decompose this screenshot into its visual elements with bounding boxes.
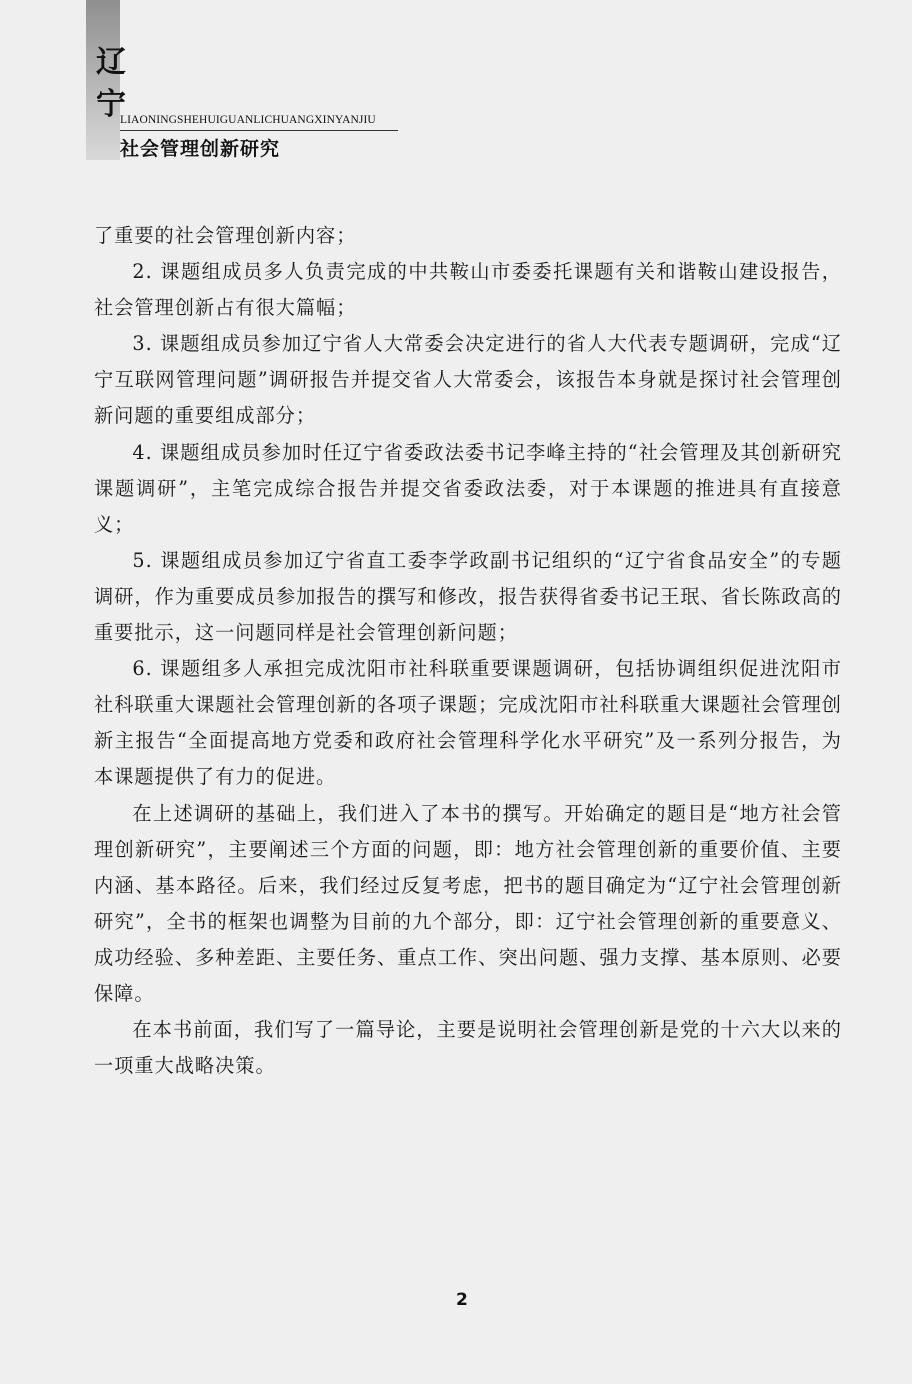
running-header	[86, 40, 416, 160]
paragraph-item-4: 4. 课题组成员参加时任辽宁省委政法委书记李峰主持的“社会管理及其创新研究课题调研”，主笔完成综合报告并提交省委政法委，对于本课题的推进具有直接意义；	[94, 440, 842, 536]
body-text	[94, 218, 842, 1084]
paragraph-introduction: 在本书前面，我们写了一篇导论，主要是说明社会管理创新是党的十六大以来的一项重大战略决策。	[94, 1018, 842, 1078]
paragraph-item-6: 6. 课题组多人承担完成沈阳市社科联重要课题调研，包括协调组织促进沈阳市社科联重大课题社会管理创新的各项子课题；完成沈阳市社科联重大课题社会管理创新主报告“全面提高地方党委和政府社会管理科学化水平研究”及一系列分报告，为本课题提供了有力的促进。	[94, 657, 842, 789]
paragraph-continuation: 了重要的社会管理创新内容；	[94, 224, 357, 247]
logo-char-liao: 辽	[96, 45, 126, 80]
book-title: 社会管理创新研究	[120, 138, 281, 160]
page-number: 2	[456, 1290, 468, 1310]
paragraph-writing-process: 在上述调研的基础上，我们进入了本书的撰写。开始确定的题目是“地方社会管理创新研究”，主要阐述三个方面的问题，即：地方社会管理创新的重要价值、主要内涵、基本路径。后来，我们经过反复考虑，把书的题目确定为“辽宁社会管理创新研究”，全书的框架也调整为目前的九个部分，即：辽宁社会管理创新的重要意义、成功经验、多种差距、主要任务、重点工作、突出问题、强力支撑、基本原则、必要保障。	[94, 801, 842, 1005]
pinyin-title: LIAONINGSHEHUIGUANLICHUANGXINYANJIU	[120, 114, 376, 126]
logo-char-ning: 宁	[96, 87, 126, 122]
paragraph-item-2: 2. 课题组成员多人负责完成的中共鞍山市委委托课题有关和谐鞍山建设报告，社会管理创新占有很大篇幅；	[94, 260, 842, 320]
paragraph-item-3: 3. 课题组成员参加辽宁省人大常委会决定进行的省人大代表专题调研，完成“辽宁互联网管理问题”调研报告并提交省人大常委会，该报告本身就是探讨社会管理创新问题的重要组成部分；	[94, 332, 842, 428]
paragraph-item-5: 5. 课题组成员参加辽宁省直工委李学政副书记组织的“辽宁省食品安全”的专题调研，作为重要成员参加报告的撰写和修改，报告获得省委书记王珉、省长陈政高的重要批示，这一问题同样是社会管理创新问题；	[94, 548, 842, 645]
header-rule	[120, 130, 398, 131]
